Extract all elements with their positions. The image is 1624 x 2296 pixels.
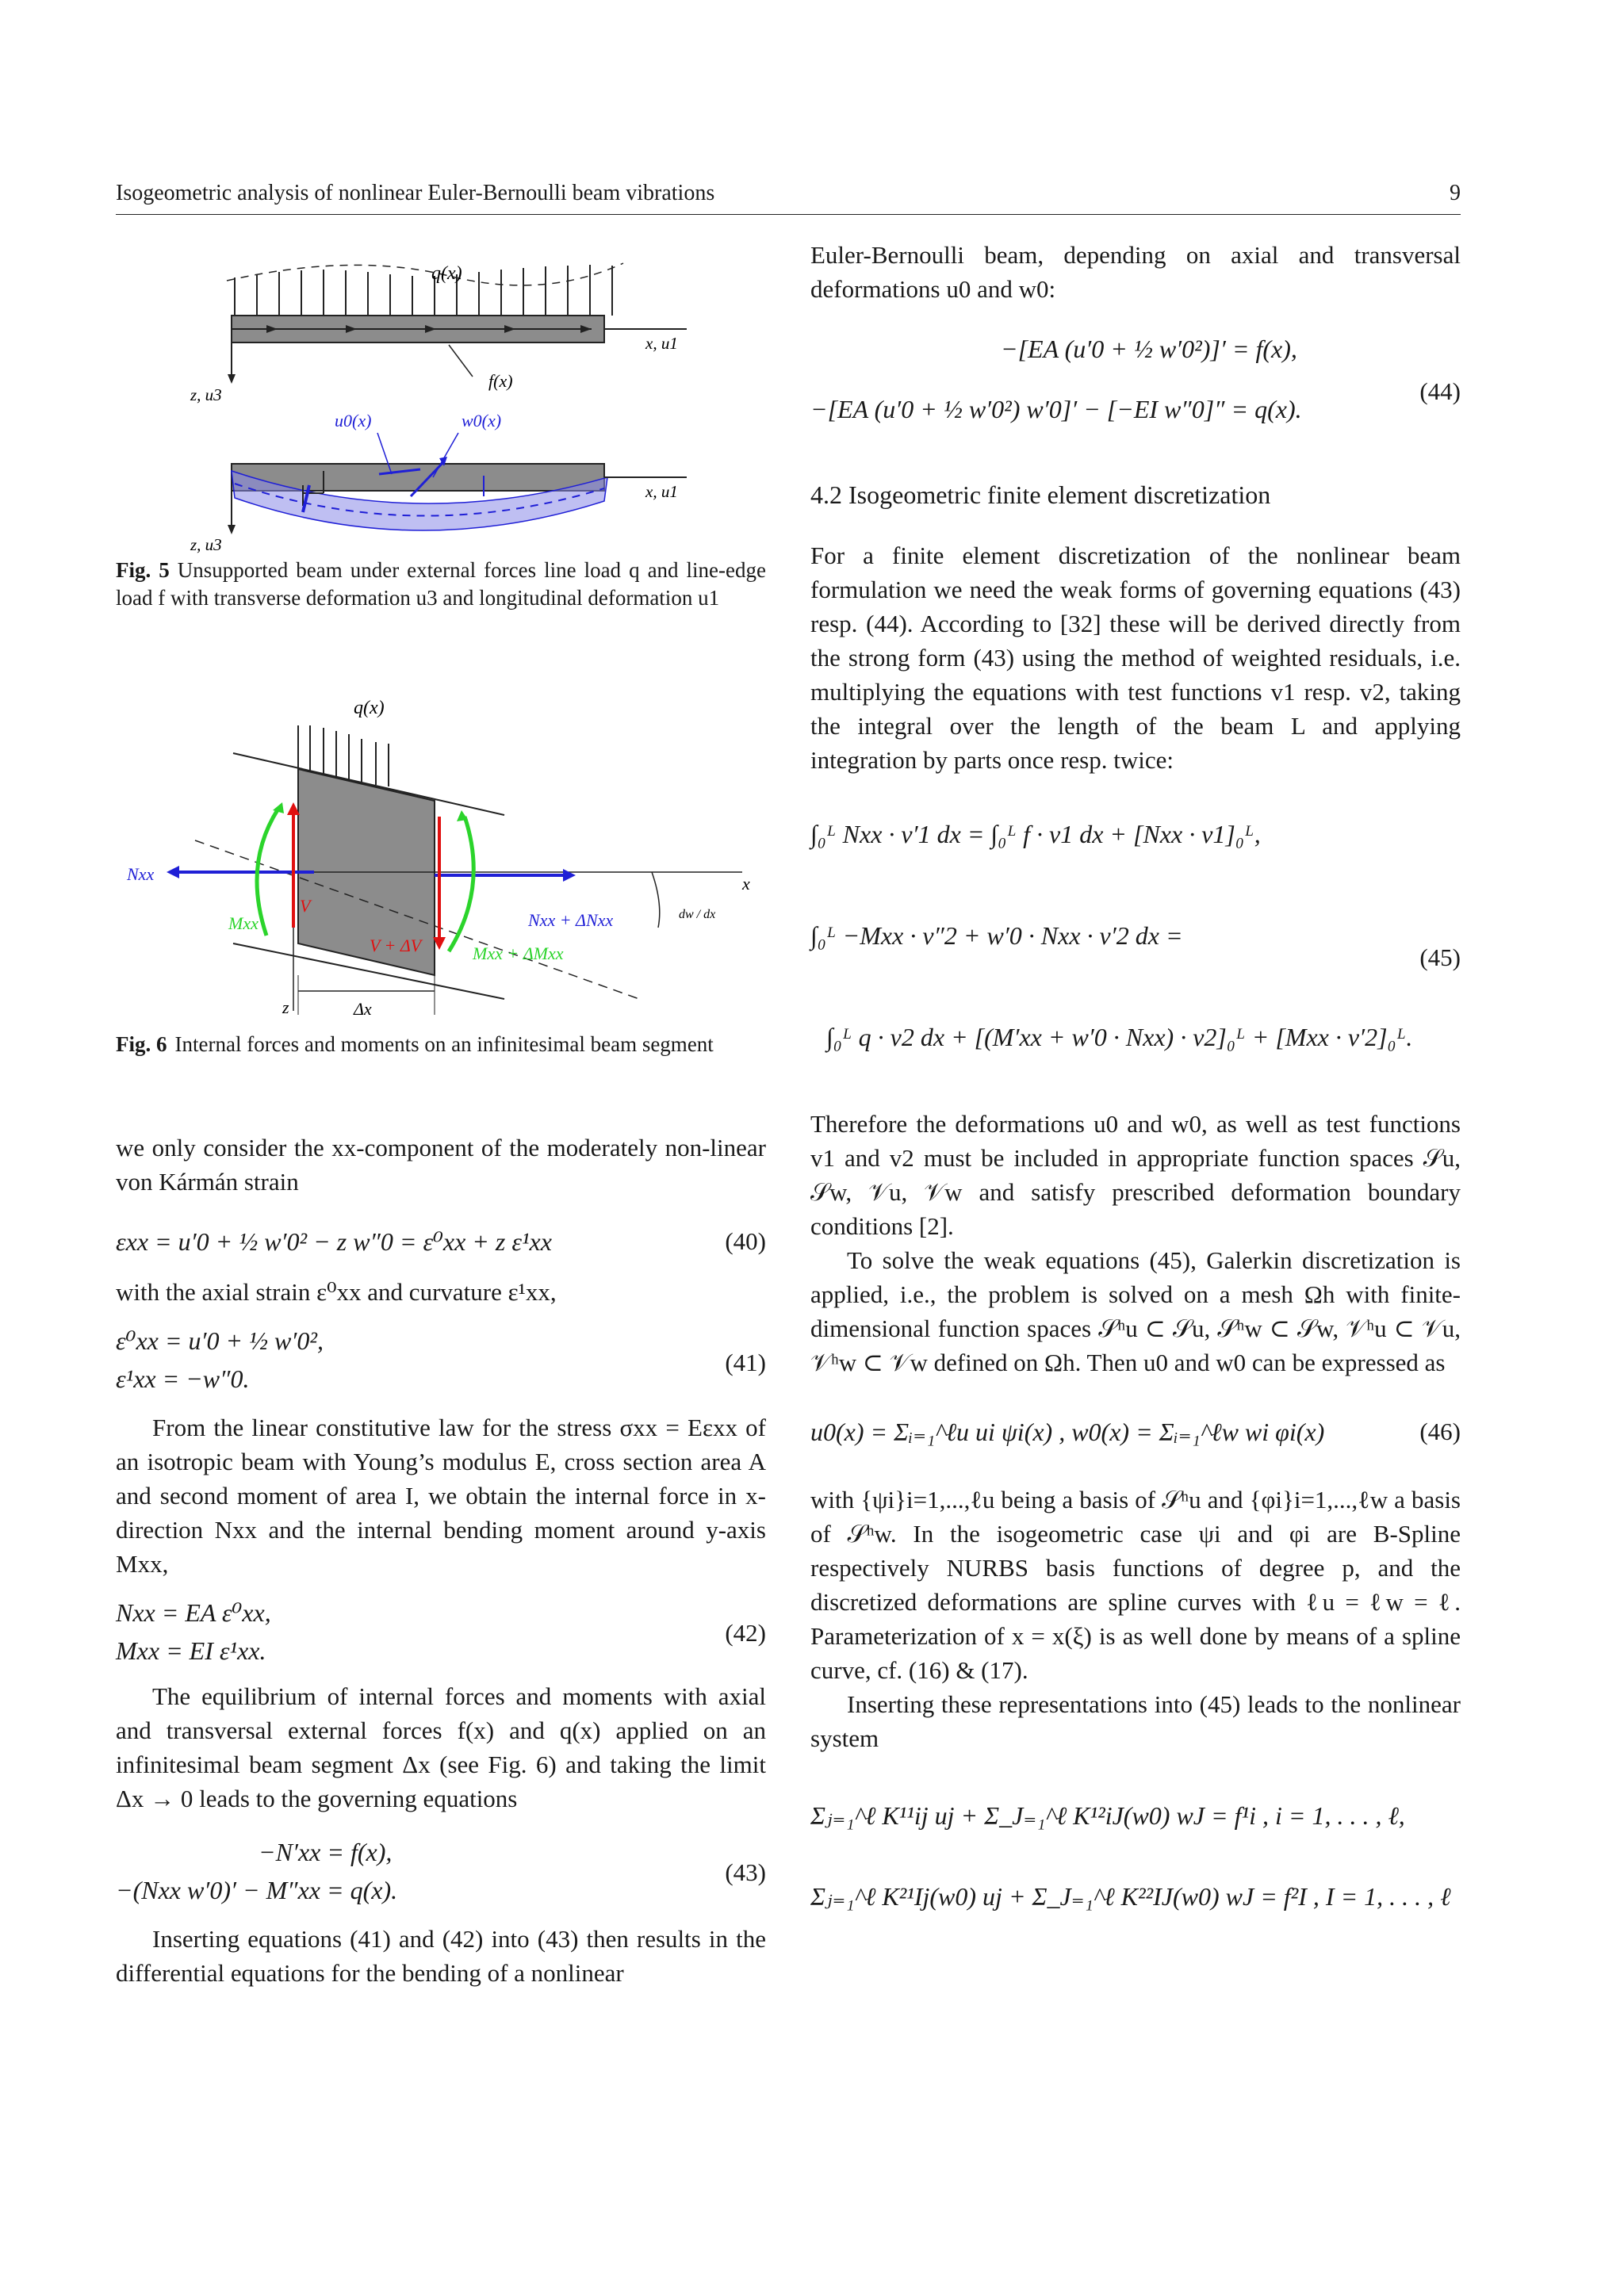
fig5-w0-label: w0(x) bbox=[462, 411, 502, 430]
fig5-x-axis-label: x, u1 bbox=[645, 334, 678, 353]
equation-42-number: (42) bbox=[725, 1619, 766, 1647]
line-load-arrows bbox=[235, 265, 612, 316]
fig6-z-label: z bbox=[282, 997, 289, 1015]
figure-6 bbox=[116, 682, 766, 1015]
fig6-v-label: V bbox=[300, 896, 311, 916]
header-title: Isogeometric analysis of nonlinear Euler-Bernoulli beam vibrations bbox=[116, 181, 715, 205]
fig6-caption-text: Internal forces and moments on an infinitesimal beam segment bbox=[174, 1032, 714, 1056]
left-paragraph-3: From the linear constitutive law for the stress σxx = Eεxx of an isotropic beam with Young’s modulus E, cross section area A and second moment of area I, we obtain the internal force in x-direction Nxx and the internal bending moment around y-axis Mxx, bbox=[116, 1414, 766, 1578]
fig6-v-delta-label: V + ΔV bbox=[370, 936, 422, 955]
equation-42 bbox=[116, 1594, 766, 1673]
equation-40 bbox=[116, 1216, 766, 1267]
equation-44-line-b: −[EA (u′0 + ½ w′0²) w′0]′ − [−EI w″0]″ = q(x). bbox=[810, 395, 1302, 423]
fig6-dx-label: Δx bbox=[354, 999, 372, 1015]
fig5-caption bbox=[116, 557, 766, 612]
left-paragraph-1: we only consider the xx-component of the moderately non-linear von Kármán strain bbox=[116, 1134, 766, 1196]
right-paragraph-3: Therefore the deformations u0 and w0, as well as test functions v1 and v2 must be included in appropriate function spaces 𝒮u, 𝒮w, 𝒱u, 𝒱w and satisfy prescribed deformation boundary conditions [2]. bbox=[810, 1110, 1461, 1240]
right-paragraph-6: Inserting these representations into (45) leads to the nonlinear system bbox=[810, 1690, 1461, 1752]
fig5-caption-label: Fig. 5 bbox=[116, 558, 170, 582]
equation-40-body: εxx = u′0 + ½ w′0² − z w″0 = ε⁰xx + z ε¹xx bbox=[116, 1227, 552, 1256]
equation-41 bbox=[116, 1322, 766, 1404]
fig6-caption-label: Fig. 6 bbox=[116, 1032, 167, 1056]
fig6-x-label: x bbox=[742, 874, 750, 894]
equation-45-line-c: ∫₀ᴸ q · v2 dx + [(M′xx + w′0 · Nxx) · v2]₀ᴸ + [Mxx · v′2]₀ᴸ. bbox=[826, 1023, 1413, 1051]
fig5-x-axis-label-2: x, u1 bbox=[645, 482, 678, 501]
equation-46-body: u0(x) = Σᵢ₌₁^ℓu ui ψi(x) , w0(x) = Σᵢ₌₁^ℓw wi φi(x) bbox=[810, 1418, 1325, 1446]
equation-46 bbox=[810, 1395, 1461, 1467]
fig6-mxx-delta-label: Mxx + ΔMxx bbox=[473, 943, 564, 963]
fig6-mxx-label: Mxx bbox=[228, 913, 259, 933]
right-paragraph-4: To solve the weak equations (45), Galerkin discretization is applied, i.e., the problem is solved on a mesh Ωh with finite-dimensional function spaces 𝒮ʰu ⊂ 𝒮u, 𝒮ʰw ⊂ 𝒮w, 𝒱ʰu ⊂ 𝒱u, 𝒱ʰw ⊂ 𝒱w defined on Ωh. Then u0 and w0 can be expressed as bbox=[810, 1246, 1461, 1376]
equation-45-line-a: ∫₀ᴸ Nxx · v′1 dx = ∫₀ᴸ f · v1 dx + [Nxx · v1]₀ᴸ, bbox=[810, 820, 1261, 848]
left-paragraph-5: Inserting equations (41) and (42) into (43) then results in the differential equations for the bending of a nonlinear bbox=[116, 1925, 766, 1987]
equation-44-number: (44) bbox=[1419, 377, 1461, 405]
left-paragraph-2: with the axial strain ε⁰xx and curvature ε¹xx, bbox=[116, 1278, 557, 1306]
running-header bbox=[116, 181, 1461, 215]
section-heading-4-2: 4.2 Isogeometric finite element discretization bbox=[810, 480, 1271, 509]
equation-45-number: (45) bbox=[1419, 943, 1461, 971]
equation-46-number: (46) bbox=[1419, 1418, 1461, 1445]
figure-5 bbox=[116, 246, 766, 563]
right-column bbox=[810, 238, 1461, 1938]
equation-41-line-a: ε⁰xx = u′0 + ½ w′0², bbox=[116, 1326, 324, 1355]
equation-42-line-b: Mxx = EI ε¹xx. bbox=[116, 1636, 266, 1665]
fig5-q-label: q(x) bbox=[431, 263, 462, 284]
right-paragraph-2: For a finite element discretization of the nonlinear beam formulation we need the weak forms of governing equations (43) resp. (44). According to [32] these will be derived directly from the strong form (43) using the method of weighted residuals, i.e. multiplying the equations with test functions v1 resp. v2, taking the integral over the length of the beam L and applying integration by parts once resp. twice: bbox=[810, 541, 1461, 774]
right-paragraph-1: Euler-Bernoulli beam, depending on axial and transversal deformations u0 and w0: bbox=[810, 241, 1461, 303]
equation-45-line-b: ∫₀ᴸ −Mxx · v″2 + w′0 · Nxx · v′2 dx = bbox=[810, 921, 1183, 950]
fig5-f-label: f(x) bbox=[488, 371, 513, 391]
fig6-q-label: q(x) bbox=[354, 698, 385, 718]
fig6-slope-label: dw / dx bbox=[679, 908, 716, 921]
equation-system-line-2: Σⱼ₌₁^ℓ K²¹Ij(w0) uj + Σ_J₌₁^ℓ K²²IJ(w0) wJ = f²I , I = 1, . . . , ℓ bbox=[810, 1882, 1451, 1911]
equation-41-line-b: ε¹xx = −w″0. bbox=[116, 1364, 250, 1393]
equation-43 bbox=[116, 1833, 766, 1912]
left-text-block bbox=[116, 1131, 766, 1990]
fig6-nxx-label: Nxx bbox=[127, 864, 155, 884]
fig5-z-axis-label-2: z, u3 bbox=[190, 535, 222, 554]
fig6-caption bbox=[116, 1031, 766, 1058]
equation-44-line-a: −[EA (u′0 + ½ w′0²)]′ = f(x), bbox=[1001, 335, 1297, 363]
equation-system-line-1: Σⱼ₌₁^ℓ K¹¹ij uj + Σ_J₌₁^ℓ K¹²iJ(w0) wJ = f¹i , i = 1, . . . , ℓ, bbox=[810, 1801, 1405, 1830]
equation-43-line-a: −N′xx = f(x), bbox=[259, 1838, 393, 1866]
right-paragraph-5: with {ψi}i=1,...,ℓu being a basis of 𝒮ʰu and {φi}i=1,...,ℓw a basis of 𝒮ʰw. In the isogeometric case ψi and φi are B-Spline respectively NURBS basis functions of degree p, and the discretized deformations are spline curves with ℓu = ℓw = ℓ. Parameterization of x = x(ξ) is as well done by means of a spline curve, cf. (16) & (17). bbox=[810, 1486, 1461, 1684]
equation-41-number: (41) bbox=[725, 1349, 766, 1376]
fig6-nxx-delta-label: Nxx + ΔNxx bbox=[528, 910, 614, 930]
left-paragraph-4: The equilibrium of internal forces and moments with axial and transversal external forces f(x) and q(x) applied on an infinitesimal beam segment Δx (see Fig. 6) and taking the limit Δx → 0 leads to the governing equations bbox=[116, 1682, 766, 1812]
equation-system bbox=[810, 1779, 1461, 1938]
fig5-caption-text: Unsupported beam under external forces line load q and line-edge load f with transverse deformation u3 and longitudinal deformation u1 bbox=[116, 558, 766, 610]
equation-43-line-b: −(Nxx w′0)′ − M″xx = q(x). bbox=[116, 1876, 398, 1904]
equation-42-line-a: Nxx = EA ε⁰xx, bbox=[116, 1598, 271, 1627]
page-number: 9 bbox=[1450, 181, 1461, 205]
equation-43-number: (43) bbox=[725, 1858, 766, 1886]
fig5-u0-label: u0(x) bbox=[335, 411, 372, 430]
fig5-z-axis-label: z, u3 bbox=[190, 385, 222, 404]
equation-44 bbox=[810, 322, 1461, 457]
equation-45 bbox=[810, 791, 1461, 1093]
equation-40-number: (40) bbox=[725, 1227, 766, 1255]
